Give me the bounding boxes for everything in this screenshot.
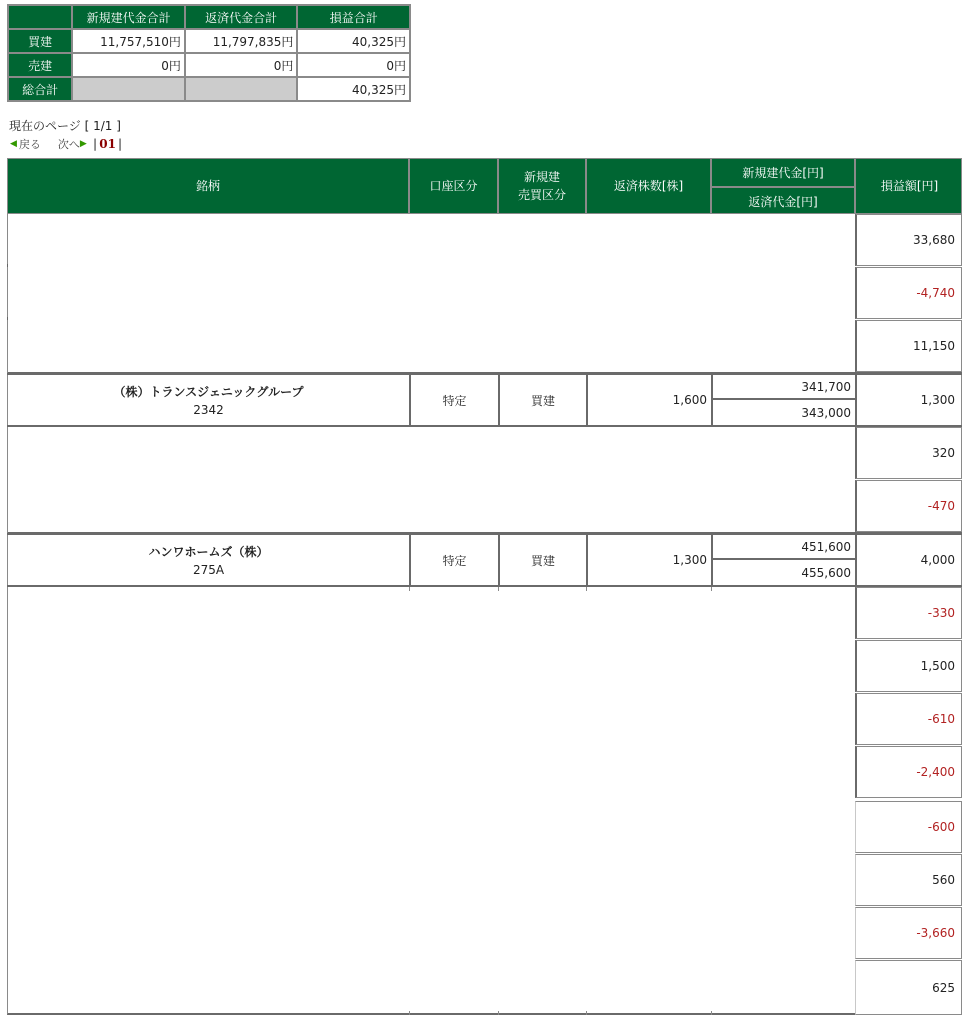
- summary-new-amount: 0円: [72, 53, 185, 77]
- summary-header-row: [8, 5, 410, 29]
- header-name: 銘柄: [8, 159, 410, 213]
- summary-header-pl: 損益合計: [297, 5, 410, 29]
- blank-block-2: [7, 427, 962, 534]
- column-stub: [409, 587, 410, 591]
- summary-row-label: 売建: [8, 53, 72, 77]
- next-triangle-icon: ▶: [79, 139, 87, 149]
- stock-name-cell: [7, 375, 409, 425]
- header-side: [499, 159, 587, 213]
- summary-corner: [8, 5, 72, 29]
- table-row[interactable]: [7, 533, 962, 587]
- amount-cell: [711, 375, 855, 425]
- prev-link[interactable]: 戻る: [18, 138, 41, 151]
- column-stub: [498, 1011, 499, 1015]
- summary-header-new: 新規建代金合計: [72, 5, 185, 29]
- pl-cell: -330: [855, 587, 962, 639]
- trade-side: 買建: [498, 375, 586, 425]
- summary-return-amount: [185, 77, 298, 101]
- header-side-line2: 売買区分: [517, 188, 566, 202]
- pl-amount: 4,000: [855, 535, 962, 585]
- pl-cell: -2,400: [855, 746, 962, 798]
- pl-cell: -4,740: [855, 267, 962, 319]
- stock-name[interactable]: （株）トランスジェニックグループ: [113, 385, 304, 399]
- amount-cell: [711, 535, 855, 585]
- new-amount: 341,700: [713, 375, 855, 400]
- summary-table: [7, 4, 411, 102]
- header-side-line1: 新規建: [523, 170, 560, 184]
- pl-cell: -3,660: [855, 907, 962, 959]
- prev-triangle-icon: ◀: [10, 139, 17, 149]
- pl-cell: -600: [855, 801, 962, 853]
- account-type: 特定: [409, 375, 498, 425]
- header-account: 口座区分: [410, 159, 499, 213]
- header-new-amount: 新規建代金[円]: [712, 159, 854, 188]
- return-amount: 343,000: [801, 405, 851, 420]
- column-stub: [498, 587, 499, 591]
- summary-pl-amount: 40,325円: [297, 29, 410, 53]
- summary-return-amount: 0円: [185, 53, 298, 77]
- account-type: 特定: [409, 535, 498, 585]
- page-indicator: 現在のページ [ 1/1 ]: [9, 119, 121, 133]
- return-qty: 1,300: [586, 535, 711, 585]
- page-list: | 01 |: [92, 137, 123, 151]
- header-amounts: [712, 159, 856, 213]
- summary-new-amount: [72, 77, 185, 101]
- pl-cell: -470: [855, 480, 962, 532]
- summary-row-total: [8, 77, 410, 101]
- summary-pl-amount: 40,325円: [297, 77, 410, 101]
- stock-code: 275A: [192, 563, 225, 577]
- summary-header-return: 返済代金合計: [185, 5, 298, 29]
- header-pl: 損益額[円]: [880, 179, 939, 193]
- edge-mark: [7, 317, 8, 320]
- stock-name-cell: [7, 535, 409, 585]
- column-stub: [586, 587, 587, 591]
- pl-cell: 560: [855, 854, 962, 906]
- pl-cell: 11,150: [855, 320, 962, 372]
- trade-side: 買建: [498, 535, 586, 585]
- table-row[interactable]: [7, 373, 962, 427]
- pl-cell: -610: [855, 693, 962, 745]
- column-stub: [711, 587, 712, 591]
- blank-block-3: [7, 587, 962, 1015]
- stock-name[interactable]: ハンワホームズ（株）: [148, 545, 269, 559]
- pager: [10, 136, 122, 152]
- page-link-01[interactable]: 01: [99, 137, 116, 151]
- summary-row-buy: [8, 29, 410, 53]
- blank-block-1: [7, 214, 962, 374]
- positions-table: [7, 158, 962, 995]
- pl-amount: 1,300: [855, 375, 962, 425]
- pl-cell: 33,680: [855, 214, 962, 266]
- summary-new-amount: 11,757,510円: [72, 29, 185, 53]
- table-header: [7, 158, 962, 214]
- summary-row-label: 総合計: [8, 77, 72, 101]
- header-qty: 返済株数[株]: [587, 159, 712, 213]
- summary-row-label: 買建: [8, 29, 72, 53]
- column-stub: [586, 1011, 587, 1015]
- return-qty: 1,600: [586, 375, 711, 425]
- summary-pl-amount: 0円: [297, 53, 410, 77]
- edge-mark: [7, 264, 8, 267]
- new-amount: 451,600: [713, 535, 855, 560]
- return-amount: 455,600: [801, 565, 851, 580]
- pl-cell: 1,500: [855, 640, 962, 692]
- summary-row-sell: [8, 53, 410, 77]
- pl-cell: 320: [855, 427, 962, 479]
- column-stub: [711, 1011, 712, 1015]
- next-link[interactable]: 次へ: [57, 138, 80, 151]
- pl-cell: 625: [855, 960, 962, 1015]
- summary-return-amount: 11,797,835円: [185, 29, 298, 53]
- column-stub: [409, 1011, 410, 1015]
- stock-code: 2342: [193, 403, 224, 417]
- header-return-amount: 返済代金[円]: [748, 195, 818, 209]
